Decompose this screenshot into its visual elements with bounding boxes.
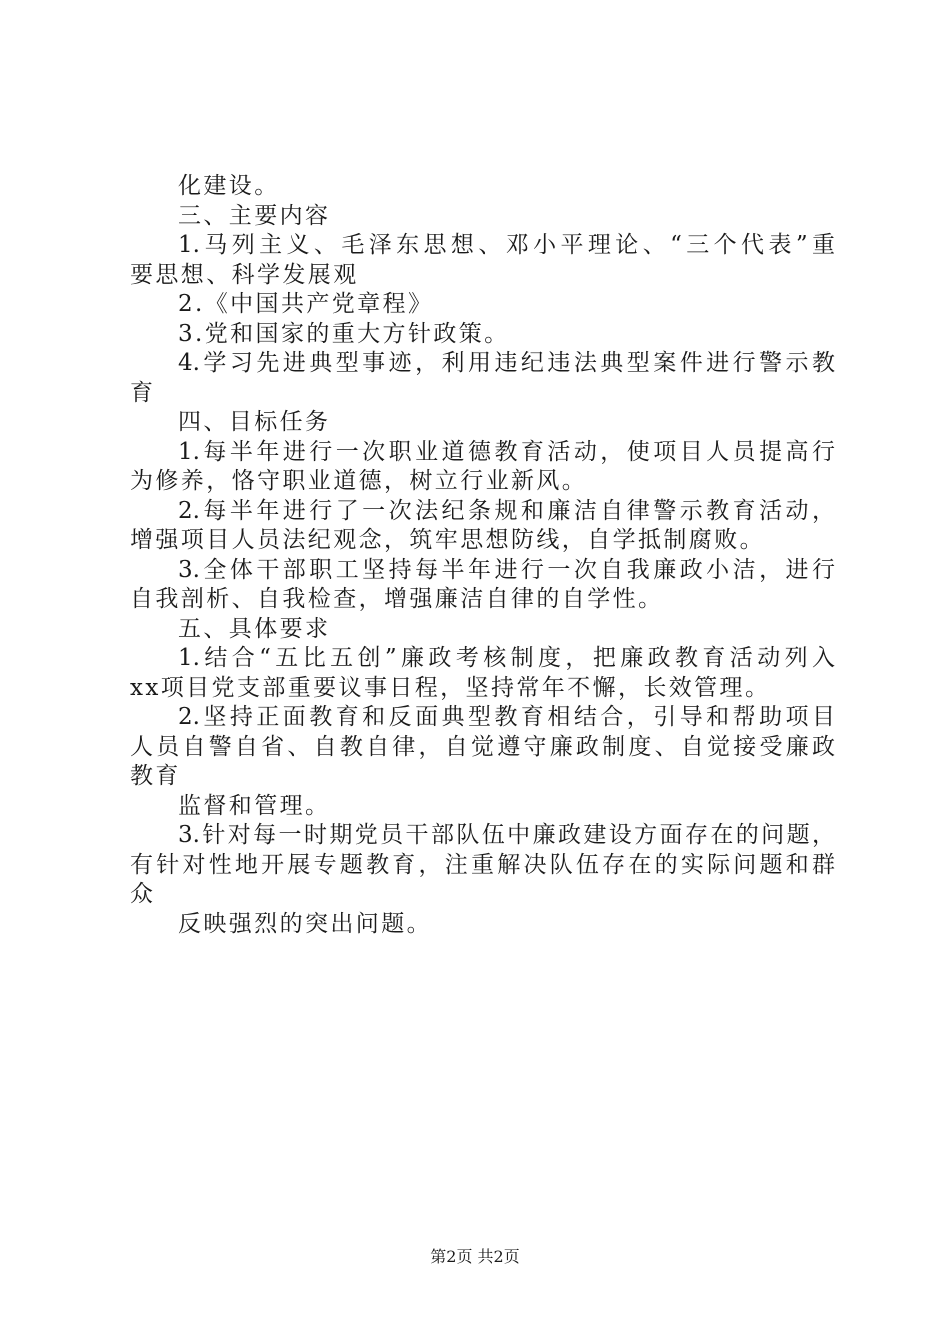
text-line: 增强项目人员法纪观念，筑牢思想防线，自学抵制腐败。 [130, 527, 765, 553]
text-line: 教育 [130, 763, 181, 789]
text-line: 人员自警自省、自教自律，自觉遵守廉政制度、自觉接受廉政 [130, 733, 835, 760]
text-line: 3.全体干部职工坚持每半年进行一次自我廉政小洁，进行 [178, 556, 835, 583]
text-line: 化建设。 [178, 173, 280, 199]
text-line: 有针对性地开展专题教育，注重解决队伍存在的实际问题和群 [130, 851, 835, 878]
section-heading: 四、目标任务 [178, 409, 331, 435]
section-heading: 五、具体要求 [178, 615, 331, 642]
text-line: 反映强烈的突出问题。 [178, 910, 432, 937]
text-line: 2.每半年进行了一次法纪条规和廉洁自律警示教育活动， [178, 497, 835, 524]
text-line: 1.每半年进行一次职业道德教育活动，使项目人员提高行 [178, 438, 835, 465]
section-heading: 三、主要内容 [178, 202, 331, 229]
text-line: 自我剖析、自我检查，增强廉洁自律的自学性。 [130, 586, 664, 612]
page-number-label: 第2页 共2页 [430, 1247, 520, 1266]
text-line: 育 [130, 379, 156, 406]
text-line: 2.坚持正面教育和反面典型教育相结合，引导和帮助项目 [178, 704, 835, 730]
text-line: 为修养，恪守职业道德，树立行业新风。 [130, 468, 588, 494]
text-line: 众 [130, 881, 156, 907]
text-line: 2.《中国共产党章程》 [178, 291, 434, 317]
text-line: 监督和管理。 [178, 792, 331, 819]
text-line: 要思想、科学发展观 [130, 261, 359, 288]
document-body [130, 172, 835, 939]
text-line: 4.学习先进典型事迹，利用违纪违法典型案件进行警示教 [178, 350, 835, 376]
text-line: 3.党和国家的重大方针政策。 [178, 320, 510, 347]
text-line: 3.针对每一时期党员干部队伍中廉政建设方面存在的问题， [178, 822, 835, 848]
text-line: 1.马列主义、毛泽东思想、邓小平理论、“三个代表”重 [178, 232, 835, 258]
text-line: 1.结合“五比五创”廉政考核制度，把廉政教育活动列入 [178, 645, 835, 671]
text-line: xx项目党支部重要议事日程，坚持常年不懈，长效管理。 [130, 674, 771, 701]
page-footer [0, 1244, 950, 1267]
